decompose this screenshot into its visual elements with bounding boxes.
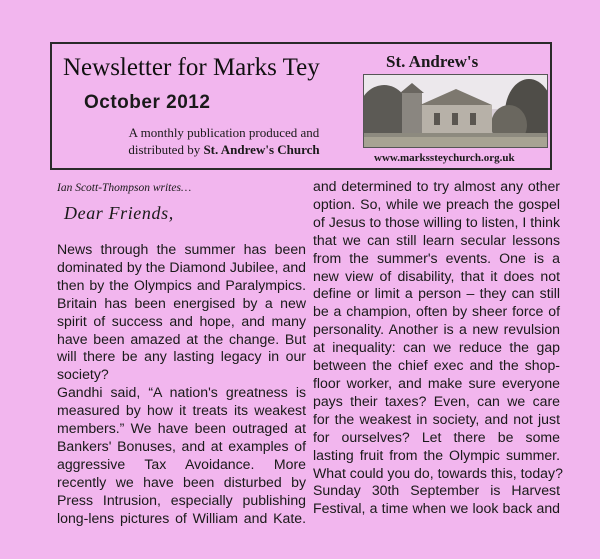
- text-line: aggressive Tax Avoidance. More: [57, 455, 306, 472]
- pub-line-2-prefix: distributed by: [128, 142, 204, 157]
- text-line: members.” We have been outraged at: [57, 420, 306, 437]
- church-name: St. Andrew's: [386, 52, 479, 71]
- text-line: between the chief exec and the shop-: [313, 357, 560, 374]
- text-line: Bankers' Bonuses, and at examples of: [57, 437, 306, 454]
- text-line: at inequality: can we reduce the gap: [313, 339, 560, 356]
- text-line: Britain has been energised by a new: [57, 294, 306, 311]
- text-line: floor worker, and make sure everyone: [313, 374, 560, 391]
- text-line: long-lens pictures of William and Kate.: [57, 509, 306, 526]
- text-line: spirit of success and hope, and many: [57, 312, 306, 329]
- text-line: option. So, while we preach the gospel: [313, 195, 560, 212]
- text-line: define or limit a person – they can still: [313, 285, 560, 302]
- text-line: that we can still learn secular lessons: [313, 231, 560, 248]
- church-photo-illustration: [364, 75, 548, 148]
- pub-line-2-church: St. Andrew's Church: [203, 142, 320, 157]
- text-line: personality. Another is a new revulsion: [313, 321, 560, 338]
- text-line: What could you do, towards this, today?: [313, 464, 563, 481]
- text-line: Press Intrusion, especially publishing: [57, 491, 306, 508]
- text-line: and determined to try almost any other: [313, 178, 560, 194]
- publication-note: [104, 124, 344, 158]
- text-line: society?: [57, 366, 109, 383]
- text-line: from the summer's events. One is a: [313, 249, 560, 266]
- letter-column-right: [313, 178, 563, 518]
- text-line: dominated by the Diamond Jubilee, and: [57, 258, 306, 275]
- text-line: pays their taxes? Even, can we care: [313, 392, 560, 409]
- newsletter-title: Newsletter for Marks Tey: [63, 54, 320, 81]
- text-line: new view of disability, that it does not: [313, 267, 560, 284]
- text-line: for the weakest in society, and not just: [313, 410, 560, 427]
- text-line: have been amazed at the change. But: [57, 330, 306, 347]
- text-line: Gandhi said, “A nation's greatness is: [57, 384, 306, 401]
- text-line: Festival, a time when we look back and: [313, 500, 560, 517]
- church-photo: [363, 74, 548, 148]
- text-line: for ourselves? Let there be some: [313, 428, 560, 445]
- letter-column-left: [57, 241, 306, 528]
- text-line: recently we have been disturbed by: [57, 473, 306, 490]
- text-line: News through the summer has been: [57, 241, 306, 257]
- text-line: lasting fruit from the Olympic summer.: [313, 446, 560, 463]
- masthead: [50, 42, 552, 170]
- church-website: www.markssteychurch.org.uk: [374, 152, 515, 164]
- text-line: measured by how it treats its weakest: [57, 402, 306, 419]
- issue-month: October 2012: [84, 92, 211, 113]
- text-line: Sunday 30th September is Harvest: [313, 482, 560, 499]
- text-line: of Jesus to those willing to listen, I think: [313, 213, 560, 230]
- text-line: be a champion, often by sheer force of: [313, 303, 560, 320]
- author-byline: Ian Scott-Thompson writes…: [57, 182, 192, 194]
- text-line: will there be any lasting legacy in our: [57, 348, 306, 365]
- letter-greeting: Dear Friends,: [64, 203, 174, 223]
- text-line: then by the Olympics and Paralympics.: [57, 276, 306, 293]
- pub-line-1: A monthly publication produced and: [128, 125, 320, 140]
